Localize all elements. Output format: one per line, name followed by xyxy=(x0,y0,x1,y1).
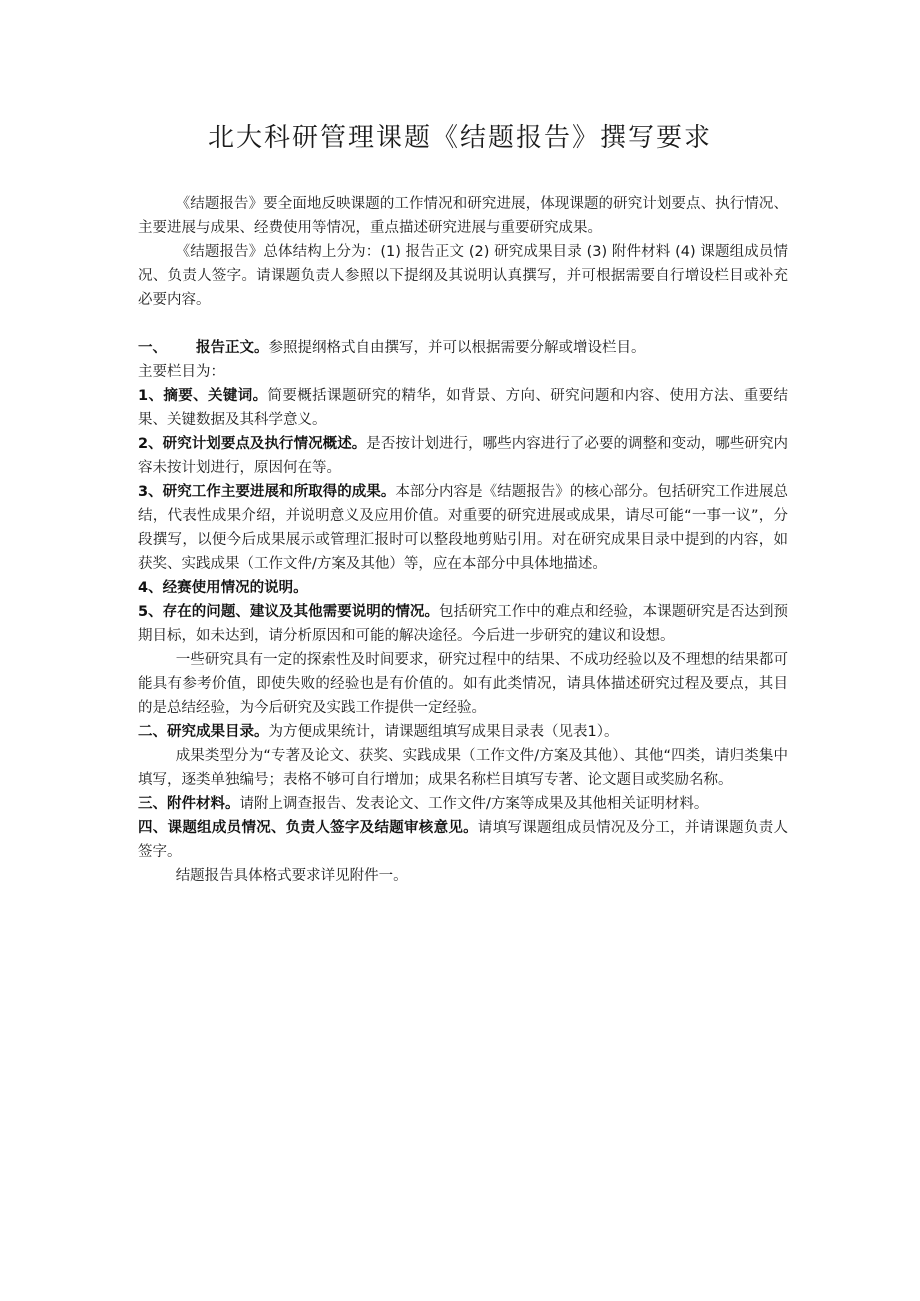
document-body xyxy=(138,192,788,888)
item-1-heading: 1、摘要、关键词。 xyxy=(138,388,268,404)
item-1 xyxy=(138,384,788,432)
section-4-text: 请填写课题组成员情况及分工，并请课题负责人签字。 xyxy=(138,820,789,860)
item-3-heading: 3、研究工作主要进展和所取得的成果。 xyxy=(138,484,396,500)
item-5 xyxy=(138,600,788,648)
intro-paragraph-2: 《结题报告》总体结构上分为：(1) 报告正文 (2) 研究成果目录 (3) 附件材料 (4) 课题组成员情况、负责人签字。请课题负责人参照以下提纲及其说明认真撰写，并可根据需要自行增设栏目或补充必要内容。 xyxy=(138,244,788,308)
section-1-number: 一、 xyxy=(138,340,167,356)
section-1-heading: 报告正文。 xyxy=(196,340,269,356)
section-4 xyxy=(138,816,788,864)
main-columns-label: 主要栏目为： xyxy=(138,364,225,380)
section-1 xyxy=(138,336,788,360)
document-title: 北大科研管理课题《结题报告》撰写要求 xyxy=(207,123,712,153)
item-1-text: 简要概括课题研究的精华，如背景、方向、研究问题和内容、使用方法、重要结果、关键数据及其科学意义。 xyxy=(138,388,789,428)
section-3-text: 请附上调查报告、发表论文、工作文件/方案等成果及其他相关证明材料。 xyxy=(239,796,709,812)
section-3-heading: 三、附件材料。 xyxy=(138,796,240,812)
item-2-heading: 2、研究计划要点及执行情况概述。 xyxy=(138,436,367,452)
section-2 xyxy=(138,720,788,744)
item-3-text: 本部分内容是《结题报告》的核心部分。包括研究工作进展总结，代表性成果介绍，并说明意义及应用价值。对重要的研究进展或成果，请尽可能“一事一议”，分段撰写，以便今后成果展示或管理汇报时可以整段地剪贴引用。对在研究成果目录中提到的内容，如获奖、实践成果（工作文件/方案及其他）等，应在本部分中具体地描述。 xyxy=(138,484,788,572)
item-4-heading: 4、经赛使用情况的说明。 xyxy=(138,580,308,596)
item-2-text: 是否按计划进行，哪些内容进行了必要的调整和变动，哪些研究内容未按计划进行，原因何在等。 xyxy=(138,436,788,476)
item-4 xyxy=(138,576,788,600)
closing-paragraph: 结题报告具体格式要求详见附件一。 xyxy=(175,868,408,884)
explore-paragraph: 一些研究具有一定的探索性及时间要求，研究过程中的结果、不成功经验以及不理想的结果都可能具有参考价值，即使失败的经验也是有价值的。如有此类情况，请具体描述研究过程及要点，其目的是总结经验，为今后研究及实践工作提供一定经验。 xyxy=(138,652,788,716)
item-5-text: 包括研究工作中的难点和经验，本课题研究是否达到预期目标，如未达到，请分析原因和可能的解决途径。今后进一步研究的建议和设想。 xyxy=(138,604,788,644)
section-spacer xyxy=(138,312,788,336)
intro-paragraph-1: 《结题报告》要全面地反映课题的工作情况和研究进展，体现课题的研究计划要点、执行情况、主要进展与成果、经费使用等情况，重点描述研究进展与重要研究成果。 xyxy=(138,196,788,236)
item-5-heading: 5、存在的问题、建议及其他需要说明的情况。 xyxy=(138,604,439,620)
section-1-text: 参照提纲格式自由撰写，并可以根据需要分解或增设栏目。 xyxy=(268,340,646,356)
section-4-heading: 四、课题组成员情况、负责人签字及结题审核意见。 xyxy=(138,820,478,836)
types-paragraph: 成果类型分为“专著及论文、获奖、实践成果（工作文件/方案及其他）、其他“四类，请归类集中填写，逐类单独编号；表格不够可自行增加；成果名称栏目填写专著、论文题目或奖励名称。 xyxy=(138,748,788,788)
item-2 xyxy=(138,432,788,480)
item-3 xyxy=(138,480,788,576)
section-3 xyxy=(138,792,788,816)
section-2-text: 为方便成果统计，请课题组填写成果目录表（见表1）。 xyxy=(268,724,619,740)
section-2-heading: 二、研究成果目录。 xyxy=(138,724,269,740)
